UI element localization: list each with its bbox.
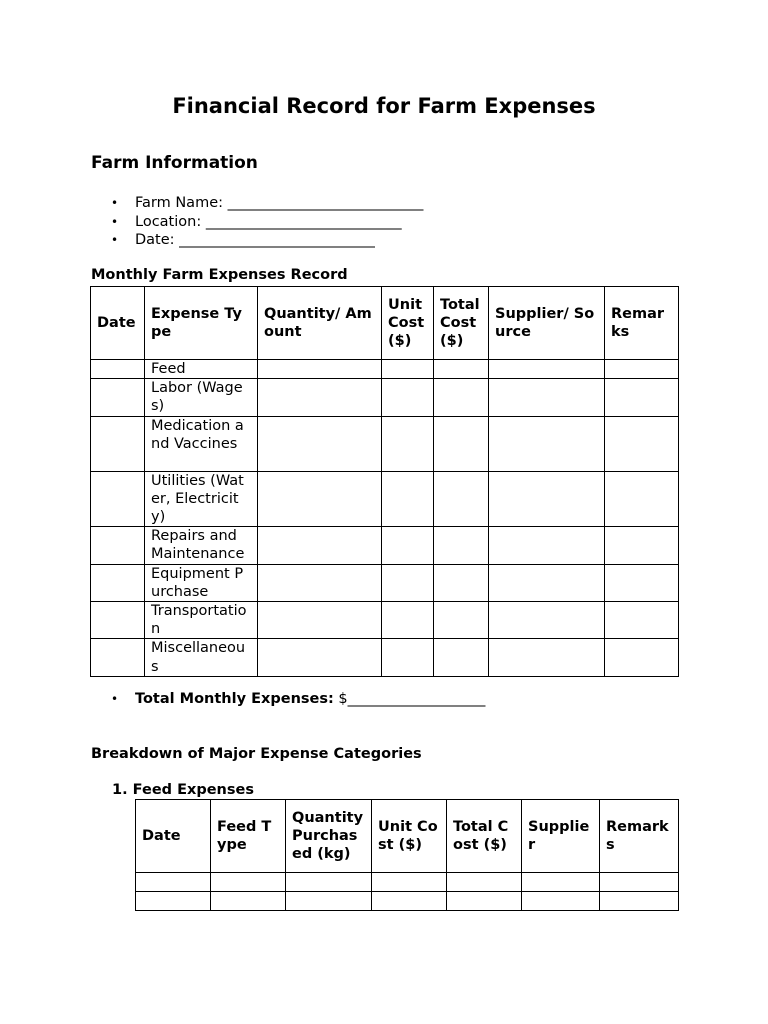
table-cell[interactable] — [447, 873, 522, 892]
table-cell[interactable] — [522, 873, 600, 892]
table-cell[interactable] — [136, 873, 211, 892]
farm-name-label: Farm Name: — [135, 195, 223, 211]
table-cell[interactable] — [372, 873, 447, 892]
table-cell[interactable] — [489, 471, 605, 527]
table-cell[interactable] — [136, 892, 211, 911]
table-cell[interactable] — [489, 639, 605, 676]
table-cell[interactable] — [91, 527, 145, 564]
col-header: Remarks — [600, 800, 679, 873]
table-cell[interactable] — [382, 527, 434, 564]
table-cell[interactable] — [382, 360, 434, 379]
table-cell[interactable] — [434, 564, 489, 601]
farm-info-list — [91, 194, 423, 250]
expense-type-cell: Equipment Purchase — [145, 564, 258, 601]
table-cell[interactable] — [600, 873, 679, 892]
table-cell[interactable] — [91, 379, 145, 416]
table-row — [91, 564, 679, 601]
table-row — [136, 892, 679, 911]
table-cell[interactable] — [91, 471, 145, 527]
table-cell[interactable] — [605, 379, 679, 416]
total-value: $___________________ — [338, 691, 486, 707]
table-cell[interactable] — [522, 892, 600, 911]
table-cell[interactable] — [91, 602, 145, 639]
table-cell[interactable] — [382, 471, 434, 527]
feed-expenses-table — [135, 799, 679, 911]
breakdown-heading: Breakdown of Major Expense Categories — [91, 746, 422, 762]
col-header: Total Cost ($) — [434, 287, 489, 360]
col-header: Supplier — [522, 800, 600, 873]
col-header: Feed Type — [211, 800, 286, 873]
expense-type-cell: Medication and Vaccines — [145, 416, 258, 471]
table-cell[interactable] — [258, 379, 382, 416]
table-cell[interactable] — [605, 471, 679, 527]
table-cell[interactable] — [258, 639, 382, 676]
table-cell[interactable] — [211, 873, 286, 892]
table-cell[interactable] — [372, 892, 447, 911]
table-cell[interactable] — [605, 527, 679, 564]
col-header: Total Cost ($) — [447, 800, 522, 873]
table-cell[interactable] — [605, 564, 679, 601]
farm-info-heading: Farm Information — [91, 153, 258, 173]
bullet-icon: • — [111, 692, 119, 706]
item-label: Feed Expenses — [132, 782, 254, 798]
col-header: Expense Type — [145, 287, 258, 360]
table-cell[interactable] — [91, 564, 145, 601]
table-cell[interactable] — [382, 564, 434, 601]
table-row — [91, 416, 679, 471]
farm-info-item — [91, 194, 423, 213]
col-header: Date — [136, 800, 211, 873]
table-row — [91, 471, 679, 527]
table-row — [91, 379, 679, 416]
table-cell[interactable] — [605, 360, 679, 379]
table-cell[interactable] — [382, 379, 434, 416]
table-cell[interactable] — [605, 602, 679, 639]
total-monthly-expenses — [91, 690, 485, 708]
monthly-heading: Monthly Farm Expenses Record — [91, 267, 348, 283]
table-header-row — [136, 800, 679, 873]
table-cell[interactable] — [382, 416, 434, 471]
table-cell[interactable] — [489, 527, 605, 564]
table-cell[interactable] — [489, 602, 605, 639]
table-row — [91, 360, 679, 379]
table-cell[interactable] — [434, 360, 489, 379]
table-cell[interactable] — [434, 471, 489, 527]
date-label: Date: — [135, 232, 175, 248]
expense-type-cell: Repairs and Maintenance — [145, 527, 258, 564]
table-cell[interactable] — [211, 892, 286, 911]
table-cell[interactable] — [258, 602, 382, 639]
table-cell[interactable] — [258, 527, 382, 564]
table-cell[interactable] — [286, 873, 372, 892]
table-cell[interactable] — [600, 892, 679, 911]
table-cell[interactable] — [91, 639, 145, 676]
farm-name-blank: ___________________________ — [227, 195, 424, 211]
col-header: Quantity Purchased (kg) — [286, 800, 372, 873]
table-row — [136, 873, 679, 892]
table-cell[interactable] — [434, 379, 489, 416]
col-header: Quantity/ Amount — [258, 287, 382, 360]
location-blank: ___________________________ — [205, 213, 402, 230]
table-cell[interactable] — [489, 379, 605, 416]
table-cell[interactable] — [489, 564, 605, 601]
table-cell[interactable] — [434, 416, 489, 471]
table-cell[interactable] — [434, 527, 489, 564]
table-cell[interactable] — [91, 416, 145, 471]
table-cell[interactable] — [605, 416, 679, 471]
expense-type-cell: Miscellaneous — [145, 639, 258, 676]
table-cell[interactable] — [489, 360, 605, 379]
table-cell[interactable] — [382, 639, 434, 676]
table-row — [91, 527, 679, 564]
table-cell[interactable] — [258, 360, 382, 379]
expense-type-cell: Utilities (Water, Electricity) — [145, 471, 258, 527]
feed-expenses-item — [112, 781, 254, 799]
expense-type-cell: Transportation — [145, 602, 258, 639]
table-row — [91, 602, 679, 639]
table-cell[interactable] — [91, 360, 145, 379]
col-header: Remarks — [605, 287, 679, 360]
item-number: 1. — [112, 782, 128, 798]
farm-info-item — [91, 231, 423, 250]
table-cell[interactable] — [258, 471, 382, 527]
page-title: Financial Record for Farm Expenses — [172, 94, 596, 118]
table-cell[interactable] — [258, 564, 382, 601]
total-label: Total Monthly Expenses: — [135, 691, 334, 707]
table-cell[interactable] — [382, 602, 434, 639]
col-header: Unit Cost ($) — [372, 800, 447, 873]
farm-info-item — [91, 213, 423, 232]
col-header: Unit Cost ($) — [382, 287, 434, 360]
monthly-expenses-table — [90, 286, 679, 677]
table-cell[interactable] — [489, 416, 605, 471]
table-row — [91, 639, 679, 676]
table-cell[interactable] — [258, 416, 382, 471]
table-cell[interactable] — [447, 892, 522, 911]
table-header-row — [91, 287, 679, 360]
table-cell[interactable] — [605, 639, 679, 676]
table-cell[interactable] — [434, 639, 489, 676]
table-cell[interactable] — [434, 602, 489, 639]
table-cell[interactable] — [286, 892, 372, 911]
expense-type-cell: Labor (Wages) — [145, 379, 258, 416]
col-header: Supplier/ Source — [489, 287, 605, 360]
expense-type-cell: Feed — [145, 360, 258, 379]
date-blank: ___________________________ — [179, 232, 375, 248]
col-header: Date — [91, 287, 145, 360]
location-label: Location: — [135, 213, 202, 230]
